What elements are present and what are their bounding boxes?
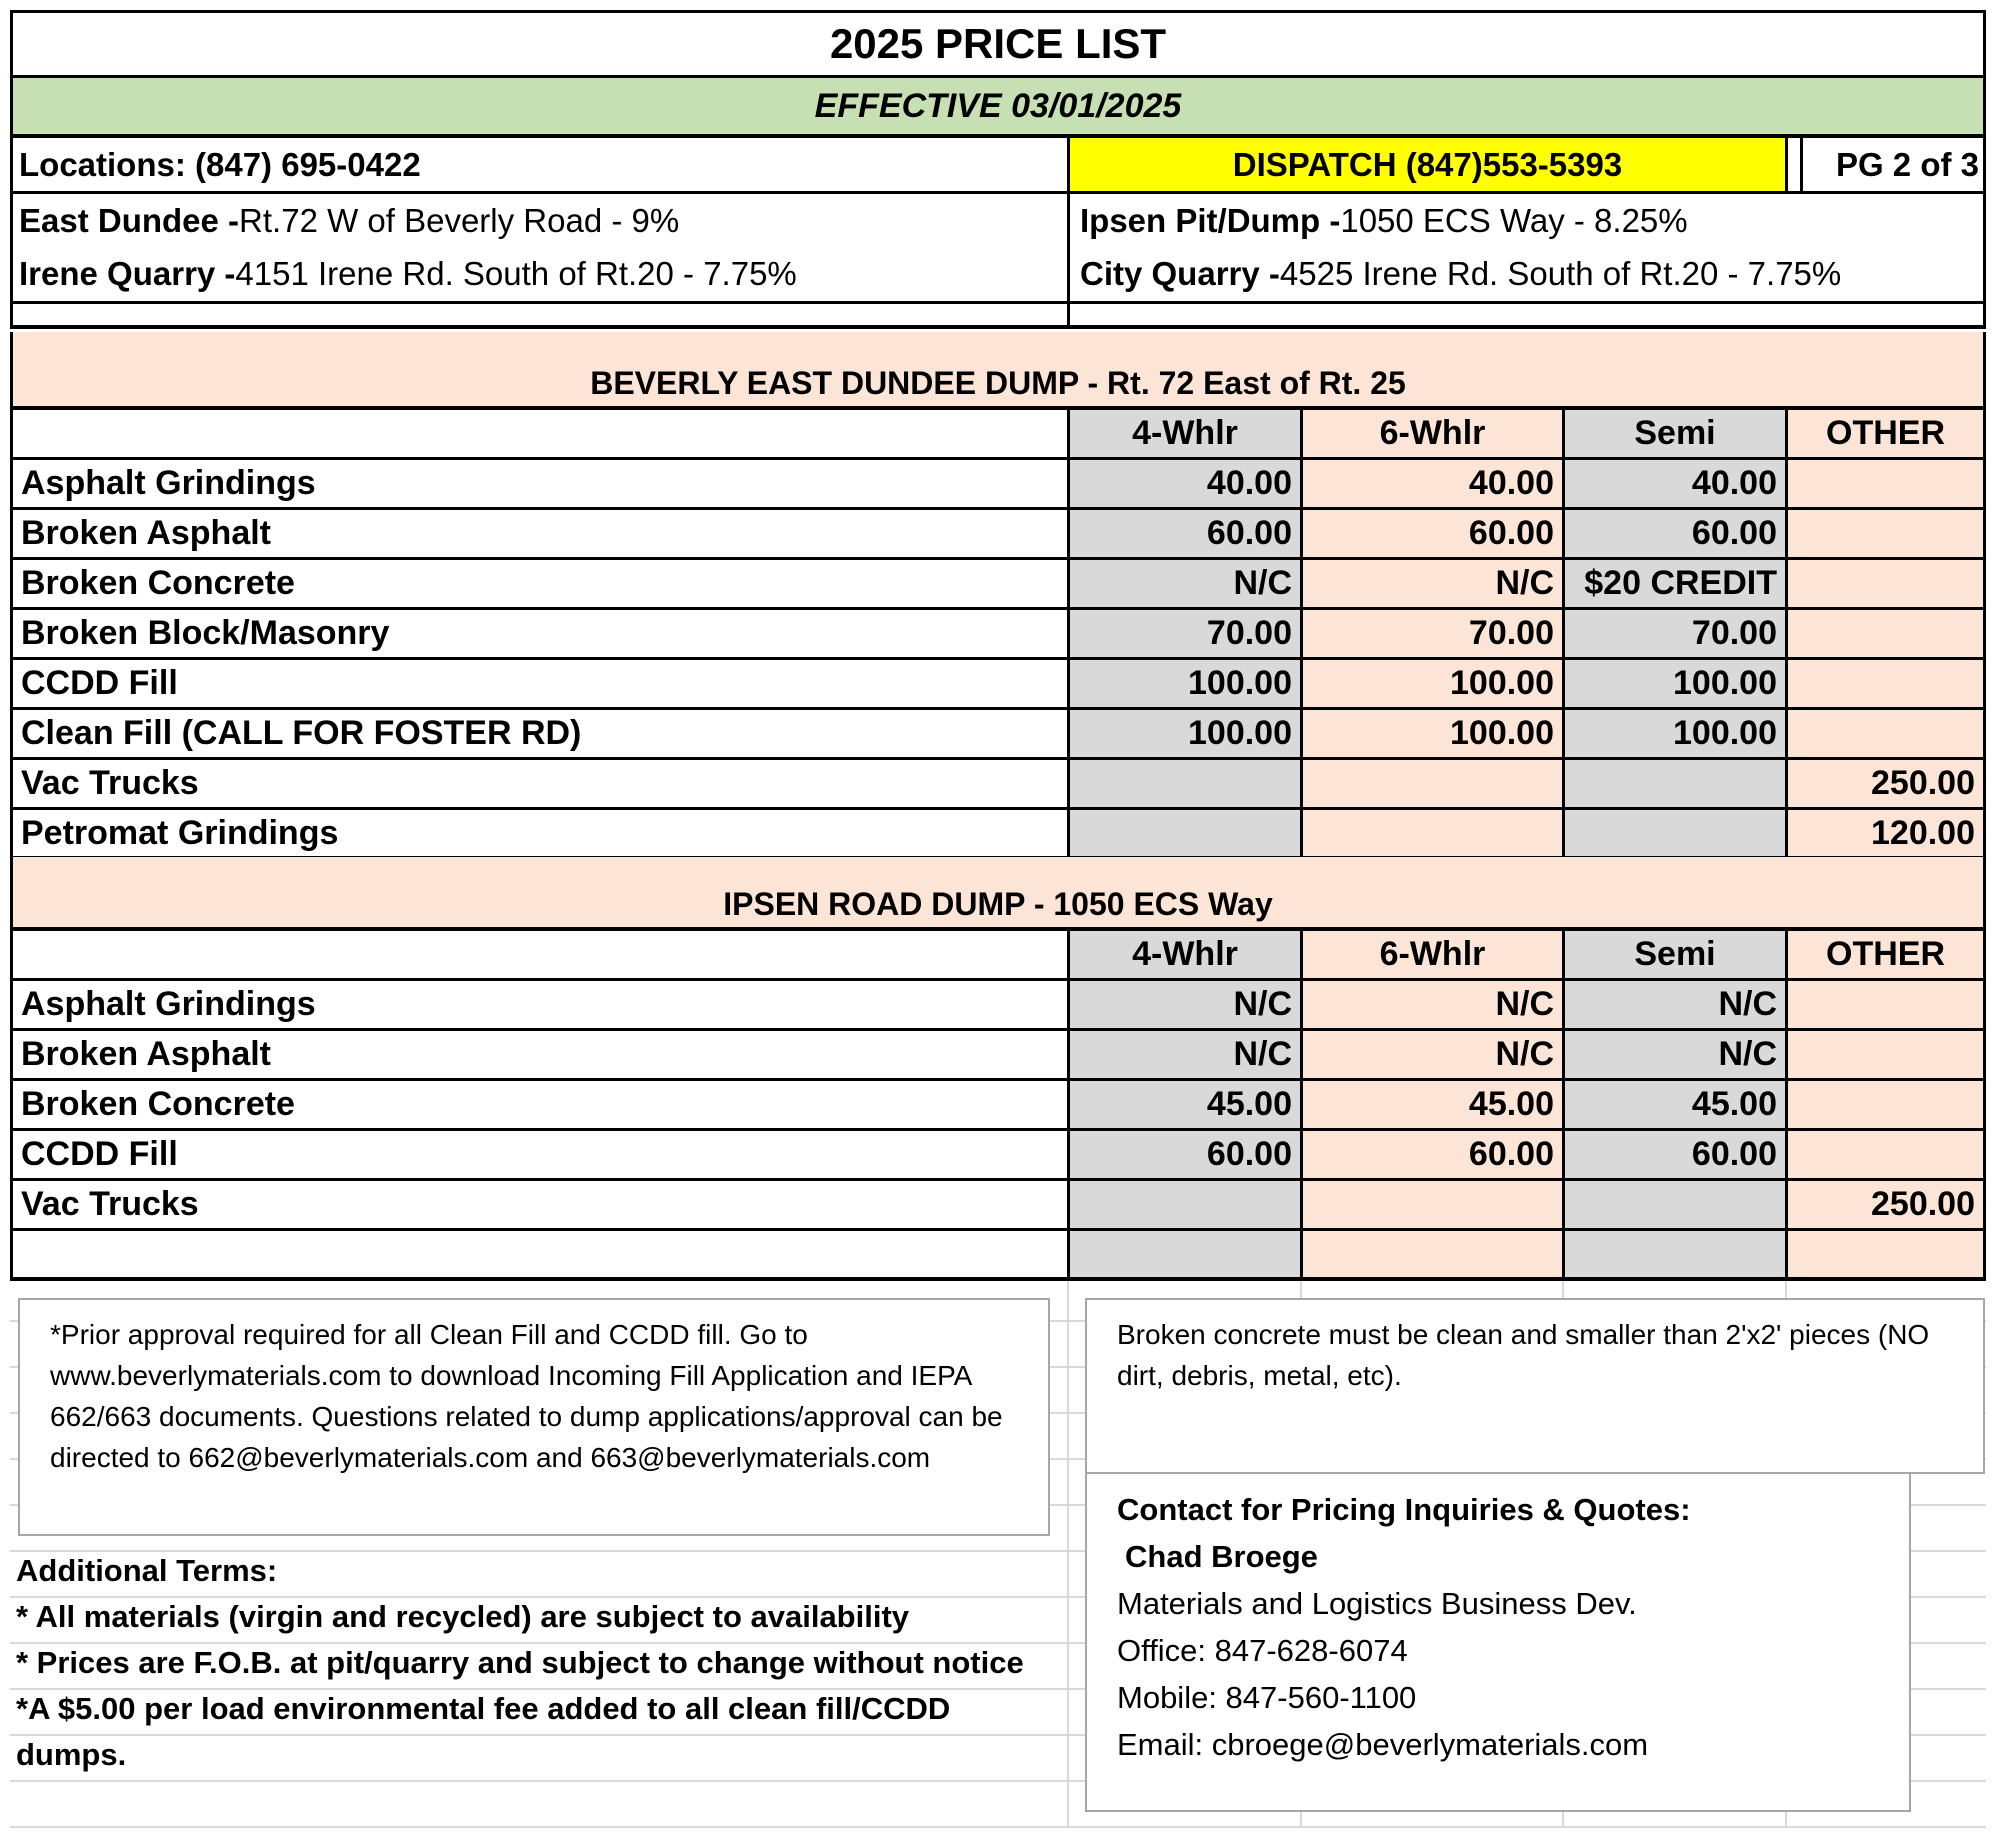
- price-cell: 100.00: [1070, 660, 1303, 707]
- contact-office: Office: 847-628-6074: [1117, 1633, 1408, 1668]
- price-cell: 100.00: [1565, 710, 1788, 757]
- header-row: [10, 138, 1986, 194]
- table-row: [10, 1231, 1986, 1281]
- material-name: Broken Concrete: [13, 560, 1070, 607]
- price-cell: 250.00: [1788, 1181, 1983, 1228]
- price-cell: N/C: [1070, 981, 1303, 1028]
- contact-box: [1085, 1472, 1911, 1812]
- price-cell: [1565, 810, 1788, 856]
- price-cell: [1070, 1181, 1303, 1228]
- price-cell: 70.00: [1070, 610, 1303, 657]
- site-row-1: [10, 194, 1986, 247]
- contact-email: Email: cbroege@beverlymaterials.com: [1117, 1727, 1649, 1762]
- price-cell: [1303, 810, 1565, 856]
- site-irene-quarry: Irene Quarry - 4151 Irene Rd. South of Rt.20 - 7.75%: [13, 247, 1070, 301]
- price-cell: 60.00: [1565, 510, 1788, 557]
- price-cell: [1788, 710, 1983, 757]
- effective-row: [10, 78, 1986, 138]
- price-cell: [1788, 560, 1983, 607]
- spacer-cell: [13, 304, 1070, 325]
- table-row: [10, 610, 1986, 660]
- title-row: [10, 10, 1986, 78]
- price-cell: [1303, 1231, 1565, 1277]
- material-name: Broken Concrete: [13, 1081, 1070, 1128]
- contact-name: Chad Broege: [1125, 1539, 1318, 1574]
- material-name: CCDD Fill: [13, 1131, 1070, 1178]
- table-row: [10, 1031, 1986, 1081]
- column-header-row: [10, 931, 1986, 981]
- site-city-quarry: City Quarry - 4525 Irene Rd. South of Rt.20 - 7.75%: [1080, 255, 1842, 292]
- table-row: [10, 981, 1986, 1031]
- contact-mobile: Mobile: 847-560-1100: [1117, 1680, 1417, 1715]
- section-title-row: [10, 332, 1986, 410]
- term-environmental-fee: *A $5.00 per load environmental fee added to all clean fill/CCDD dumps.: [16, 1691, 951, 1772]
- price-list-sheet: [10, 10, 1986, 1828]
- column-header: Semi: [1565, 410, 1788, 457]
- price-cell: [1788, 510, 1983, 557]
- price-cell: 100.00: [1303, 710, 1565, 757]
- price-cell: 100.00: [1070, 710, 1303, 757]
- page-number: PG 2 of 3: [1800, 138, 1983, 191]
- grid-line: [1067, 1278, 1069, 1828]
- table-row: [10, 660, 1986, 710]
- table-row: [10, 760, 1986, 810]
- term-fob: * Prices are F.O.B. at pit/quarry and subject to change without notice: [16, 1645, 1024, 1680]
- price-cell: 60.00: [1303, 1131, 1565, 1178]
- column-header: OTHER: [1788, 410, 1983, 457]
- column-header: OTHER: [1788, 931, 1983, 978]
- column-header: 4-Whlr: [1070, 410, 1303, 457]
- section-title-row: [10, 857, 1986, 931]
- column-header-blank: [13, 410, 1070, 457]
- price-cell: 100.00: [1303, 660, 1565, 707]
- dispatch-phone: DISPATCH (847)553-5393: [1070, 138, 1788, 191]
- price-cell: [1565, 1181, 1788, 1228]
- effective-date: EFFECTIVE 03/01/2025: [814, 86, 1182, 125]
- price-cell: [1788, 1131, 1983, 1178]
- site-east-dundee: East Dundee - Rt.72 W of Beverly Road - 9%: [13, 194, 1070, 247]
- additional-terms: [16, 1548, 1056, 1778]
- price-cell: N/C: [1303, 1031, 1565, 1078]
- material-name: Vac Trucks: [13, 760, 1070, 807]
- grid-line: [10, 1826, 1986, 1828]
- table-row: [10, 460, 1986, 510]
- price-cell: 45.00: [1303, 1081, 1565, 1128]
- column-header: Semi: [1565, 931, 1788, 978]
- table-row: [10, 1131, 1986, 1181]
- price-cell: 45.00: [1070, 1081, 1303, 1128]
- price-cell: 100.00: [1565, 660, 1788, 707]
- table-row: [10, 710, 1986, 760]
- price-cell: 40.00: [1303, 460, 1565, 507]
- price-cell: N/C: [1565, 1031, 1788, 1078]
- locations-phone: Locations: (847) 695-0422: [13, 138, 1070, 191]
- term-availability: * All materials (virgin and recycled) are subject to availability: [16, 1599, 910, 1634]
- material-name: Petromat Grindings: [13, 810, 1070, 856]
- price-cell: [1070, 1231, 1303, 1277]
- table-row: [10, 810, 1986, 860]
- price-cell: 120.00: [1788, 810, 1983, 856]
- price-cell: [1565, 760, 1788, 807]
- price-cell: 60.00: [1303, 510, 1565, 557]
- contact-role: Materials and Logistics Business Dev.: [1117, 1586, 1637, 1621]
- material-name: CCDD Fill: [13, 660, 1070, 707]
- material-name: Broken Asphalt: [13, 510, 1070, 557]
- table-row: [10, 510, 1986, 560]
- price-cell: 60.00: [1070, 1131, 1303, 1178]
- price-cell: [1788, 1231, 1983, 1277]
- column-header: 6-Whlr: [1303, 931, 1565, 978]
- table-row: [10, 1081, 1986, 1131]
- material-name: Broken Block/Masonry: [13, 610, 1070, 657]
- price-cell: [1303, 760, 1565, 807]
- site-row-2: [10, 247, 1986, 301]
- price-cell: N/C: [1303, 981, 1565, 1028]
- section-title: IPSEN ROAD DUMP - 1050 ECS Way: [723, 886, 1273, 922]
- column-header: 6-Whlr: [1303, 410, 1565, 457]
- price-cell: 40.00: [1565, 460, 1788, 507]
- price-cell: N/C: [1070, 560, 1303, 607]
- column-header-row: [10, 410, 1986, 460]
- table-row: [10, 1181, 1986, 1231]
- material-name: [13, 1231, 1070, 1277]
- material-name: Asphalt Grindings: [13, 981, 1070, 1028]
- price-cell: [1788, 981, 1983, 1028]
- price-cell: 60.00: [1565, 1131, 1788, 1178]
- price-cell: 70.00: [1565, 610, 1788, 657]
- price-cell: 70.00: [1303, 610, 1565, 657]
- page-title: 2025 PRICE LIST: [829, 20, 1167, 67]
- price-cell: [1303, 1181, 1565, 1228]
- price-cell: N/C: [1303, 560, 1565, 607]
- column-header-blank: [13, 931, 1070, 978]
- material-name: Clean Fill (CALL FOR FOSTER RD): [13, 710, 1070, 757]
- price-cell: N/C: [1070, 1031, 1303, 1078]
- section-title: BEVERLY EAST DUNDEE DUMP - Rt. 72 East of Rt. 25: [590, 365, 1406, 401]
- material-name: Broken Asphalt: [13, 1031, 1070, 1078]
- price-cell: 60.00: [1070, 510, 1303, 557]
- price-cell: [1788, 1081, 1983, 1128]
- price-cell: [1788, 660, 1983, 707]
- table-row: [10, 560, 1986, 610]
- contact-heading: Contact for Pricing Inquiries & Quotes:: [1117, 1492, 1691, 1527]
- material-name: Vac Trucks: [13, 1181, 1070, 1228]
- price-cell: [1070, 810, 1303, 856]
- price-cell: 250.00: [1788, 760, 1983, 807]
- approval-note: *Prior approval required for all Clean Fill and CCDD fill. Go to www.beverlymaterials.com to download Incoming Fill Application and IEPA 662/663 documents. Questions related to dump applications/approval can be directed to 662@beverlymaterials.com and 663@beverlymaterials.com: [18, 1298, 1050, 1536]
- spacer-row: [10, 301, 1986, 329]
- price-cell: [1788, 610, 1983, 657]
- price-cell: [1788, 460, 1983, 507]
- price-cell: [1565, 1231, 1788, 1277]
- terms-heading: Additional Terms:: [16, 1553, 278, 1588]
- concrete-note: Broken concrete must be clean and smaller than 2'x2' pieces (NO dirt, debris, metal, etc).: [1085, 1298, 1985, 1474]
- site-ipsen-pit: Ipsen Pit/Dump - 1050 ECS Way - 8.25%: [1080, 201, 1688, 239]
- price-cell: N/C: [1565, 981, 1788, 1028]
- price-cell: 45.00: [1565, 1081, 1788, 1128]
- price-cell: $20 CREDIT: [1565, 560, 1788, 607]
- price-cell: [1788, 1031, 1983, 1078]
- price-cell: 40.00: [1070, 460, 1303, 507]
- column-header: 4-Whlr: [1070, 931, 1303, 978]
- price-cell: [1070, 760, 1303, 807]
- material-name: Asphalt Grindings: [13, 460, 1070, 507]
